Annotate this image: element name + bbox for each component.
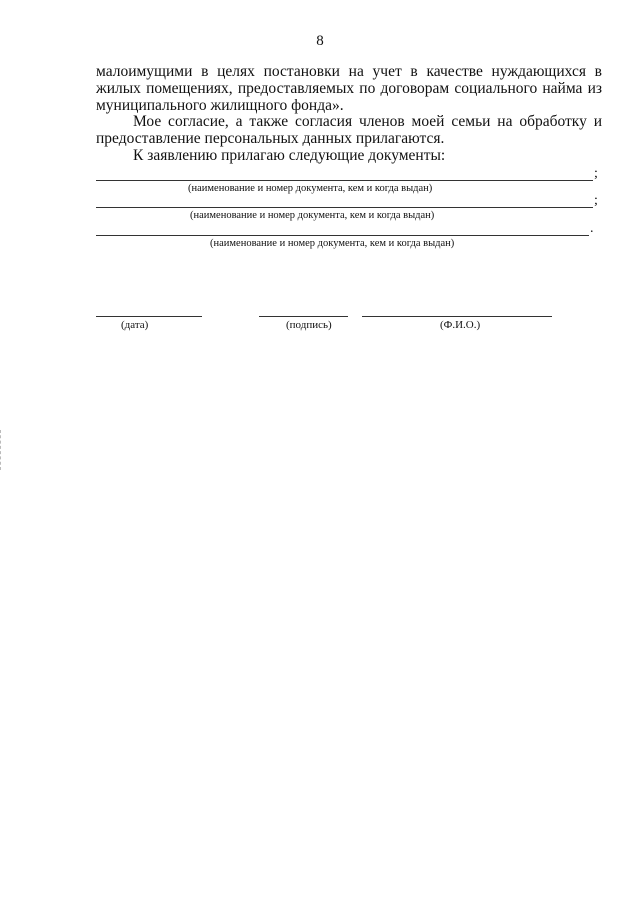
document-line-3-caption: (наименование и номер документа, кем и когда выдан) [210, 238, 455, 249]
page-number: 8 [316, 33, 324, 49]
name-line [362, 316, 552, 317]
document-line-1-terminator: ; [594, 166, 598, 181]
document-line-2-caption: (наименование и номер документа, кем и когда выдан) [190, 210, 435, 221]
document-line-3 [96, 235, 589, 236]
date-label: (дата) [121, 319, 149, 331]
signature-line [259, 316, 348, 317]
scan-margin-marks [0, 430, 4, 470]
document-line-2 [96, 207, 593, 208]
name-label: (Ф.И.О.) [440, 319, 481, 331]
document-line-3-terminator: . [590, 221, 594, 236]
paragraph-consent: Мое согласие, а также согласия членов моей семьи на обработку и предоставление персональных данных прилагаются. [96, 113, 602, 147]
document-line-2-terminator: ; [594, 193, 598, 208]
document-line-1-caption: (наименование и номер документа, кем и когда выдан) [188, 183, 433, 194]
date-line [96, 316, 202, 317]
document-line-1 [96, 180, 593, 181]
paragraph-attachments: К заявлению прилагаю следующие документы: [133, 147, 446, 164]
paragraph-continuation: малоимущими в целях постановки на учет в качестве нуждающихся в жилых помещениях, предоставляемых по договорам социального найма из муниципального жилищного фонда». [96, 63, 602, 114]
signature-label: (подпись) [286, 319, 332, 331]
